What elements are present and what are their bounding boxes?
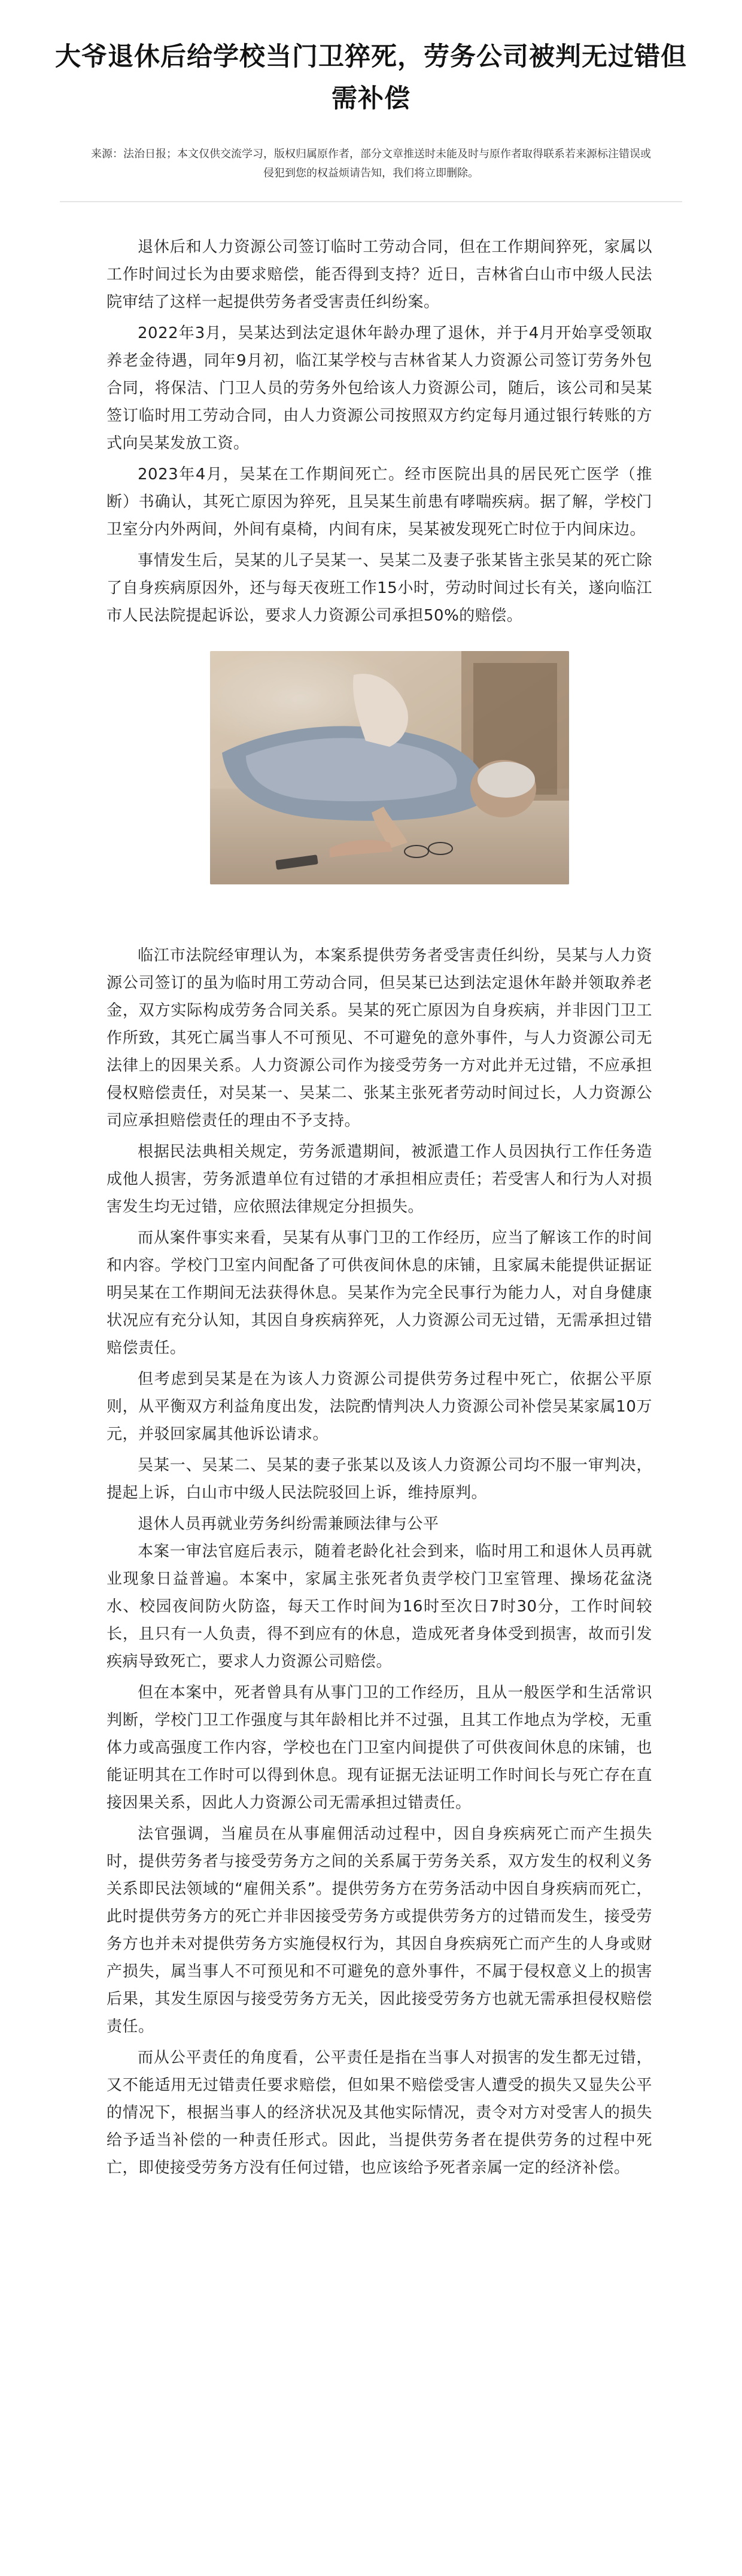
- paragraph-employment-relation: 法官强调，当雇员在从事雇佣活动过程中，因自身疾病死亡而产生损失时，提供劳务者与接受劳务方之间的关系属于劳务关系，双方发生的权利义务关系即民法领域的“雇佣关系”。提供劳务方在劳务活动中因自身疾病而死亡，此时提供劳务方的死亡并非因接受劳务方或提供劳务方的过错而发生，接受劳务方也并未对提供劳务方实施侵权行为，其因自身疾病死亡而产生的人身或财产损失，属当事人不可预见和不可避免的意外事件，不属于侵权意义上的损害后果，其发生原因与接受劳务方无关，因此接受劳务方也就无需承担侵权赔偿责任。: [107, 1825, 652, 2036]
- paragraph-background: 2022年3月，吴某达到法定退休年龄办理了退休，并于4月开始享受领取养老金待遇，同年9月初，临江某学校与吉林省某人力资源公司签订劳务外包合同，将保洁、门卫人员的劳务外包给该人力资源公司，随后，该公司和吴某签订临时用工劳动合同，由人力资源公司按照双方约定每月通过银行转账的方式向吴某发放工资。: [107, 324, 652, 452]
- paragraph-judge-remarks: 本案一审法官庭后表示，随着老龄化社会到来，临时用工和退休人员再就业现象日益普遍。本案中，家属主张死者负责学校门卫室管理、操场花盆浇水、校园夜间防火防盗，每天工作时间为16时至次日7时30分，工作时间较长，且只有一人负责，得不到应有的休息，造成死者身体受到损害，故而引发疾病导致死亡，要求人力资源公司赔偿。: [107, 1543, 652, 1671]
- divider: [60, 201, 682, 202]
- paragraph-compensation: 但考虑到吴某是在为该人力资源公司提供劳务过程中死亡，依据公平原则，从平衡双方利益角度出发，法院酌情判决人力资源公司补偿吴某家属10万元，并驳回家属其他诉讼请求。: [107, 1370, 652, 1443]
- paragraph-civil-code: 根据民法典相关规定，劳务派遣期间，被派遣工作人员因执行工作任务造成他人损害，劳务派遣单位有过错的才承担相应责任；若受害人和行为人对损害发生均无过错，应依照法律规定分担损失。: [107, 1143, 652, 1216]
- article-photo: [210, 651, 569, 884]
- paragraph-causation: 但在本案中，死者曾具有从事门卫的工作经历，且从一般医学和生活常识判断，学校门卫工作强度与其年龄相比并不过强，且其工作地点为学校，无重体力或高强度工作内容，学校也在门卫室内间提供了可供夜间休息的床铺，也能证明其在工作时可以得到休息。现有证据无法证明工作时间长与死亡存在直接因果关系，因此人力资源公司无需承担过错责任。: [107, 1684, 652, 1812]
- paragraph-death: 2023年4月，吴某在工作期间死亡。经市医院出具的居民死亡医学（推断）书确认，其死亡原因为猝死，且吴某生前患有哮喘疾病。据了解，学校门卫室分内外两间，外间有桌椅，内间有床，吴某被发现死亡时位于内间床边。: [107, 466, 652, 539]
- paragraph-intro: 退休后和人力资源公司签订临时工劳动合同，但在工作期间猝死，家属以工作时间过长为由要求赔偿，能否得到支持？近日，吉林省白山市中级人民法院审结了这样一起提供劳务者受害责任纠纷案。: [107, 238, 652, 311]
- paragraph-fairness: 而从公平责任的角度看，公平责任是指在当事人对损害的发生都无过错，又不能适用无过错责任要求赔偿，但如果不赔偿受害人遭受的损失又显失公平的情况下，根据当事人的经济状况及其他实际情况，责令对方对受害人的损失给予适当补偿的一种责任形式。因此，当提供劳务者在提供劳务的过程中死亡，即使接受劳务方没有任何过错，也应该给予死者亲属一定的经济补偿。: [107, 2049, 652, 2177]
- fallen-elderly-illustration: [210, 651, 569, 884]
- section-heading: 退休人员再就业劳务纠纷需兼顾法律与公平: [138, 1515, 439, 1533]
- article-body: [0, 233, 742, 2182]
- paragraph-facts: 而从案件事实来看，吴某有从事门卫的工作经历，应当了解该工作的时间和内容。学校门卫室内间配备了可供夜间休息的床铺，且家属未能提供证据证明吴某在工作期间无法获得休息。吴某作为完全民事行为能力人，对自身健康状况应有充分认知，其因自身疾病猝死，人力资源公司无过错，无需承担过错赔偿责任。: [107, 1229, 652, 1357]
- paragraph-first-instance: 临江市法院经审理认为，本案系提供劳务者受害责任纠纷，吴某与人力资源公司签订的虽为临时用工劳动合同，但吴某已达到法定退休年龄并领取养老金，双方实际构成劳务合同关系。吴某的死亡原因为自身疾病，并非因门卫工作所致，其死亡属当事人不可预见、不可避免的意外事件，与人力资源公司无法律上的因果关系。人力资源公司作为接受劳务一方对此并无过错，不应承担侵权赔偿责任，对吴某一、吴某二、张某主张死者劳动时间过长，人力资源公司应承担赔偿责任的理由不予支持。: [107, 947, 652, 1130]
- paragraph-lawsuit: 事情发生后，吴某的儿子吴某一、吴某二及妻子张某皆主张吴某的死亡除了自身疾病原因外，还与每天夜班工作15小时，劳动时间过长有关，遂向临江市人民法院提起诉讼，要求人力资源公司承担50%的赔偿。: [107, 552, 652, 625]
- article-title: 大爷退休后给学校当门卫猝死，劳务公司被判无过错但需补偿: [55, 42, 687, 114]
- article-body-continued: [107, 942, 652, 2182]
- paragraph-appeal: 吴某一、吴某二、吴某的妻子张某以及该人力资源公司均不服一审判决，提起上诉，白山市中级人民法院驳回上诉，维持原判。: [107, 1456, 652, 1502]
- source-note: 来源：法治日报；本文仅供交流学习，版权归属原作者，部分文章推送时未能及时与原作者取得联系若来源标注错误或侵犯到您的权益烦请告知，我们将立即删除。: [91, 148, 651, 180]
